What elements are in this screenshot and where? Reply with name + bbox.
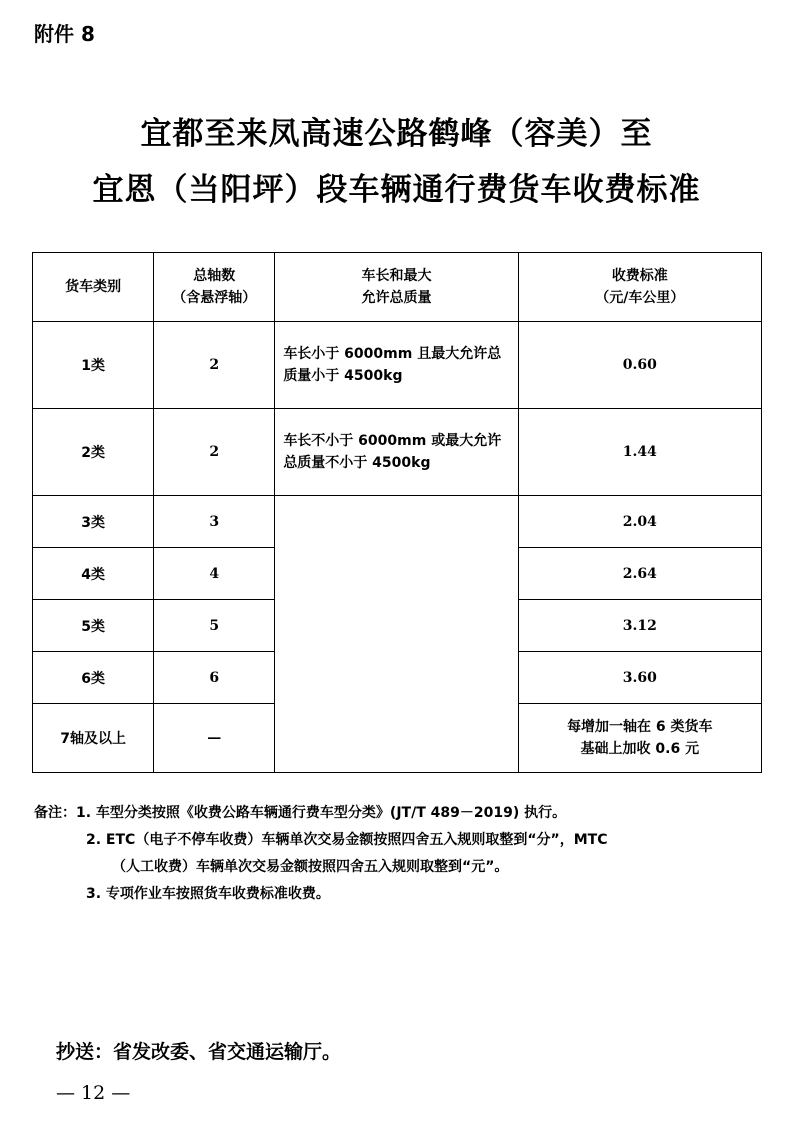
fee-cell: 2.04 [518,496,761,548]
note-3: 3. 专项作业车按照货车收费标准收费。 [86,886,330,902]
table-row [33,409,762,496]
class-cell: 7轴及以上 [33,704,154,773]
fee-table [32,252,762,773]
size-desc-cell: 车长小于 6000mm 且最大允许总质量小于 4500kg [275,322,518,409]
header-fee-line2: （元/车公里） [595,290,685,306]
header-axles-line2: （含悬浮轴） [172,290,257,306]
class-cell: 5类 [33,600,154,652]
page-number: — 12 — [56,1082,131,1104]
fee-note-line2: 基础上加收 0.6 元 [580,741,700,757]
attachment-label: 附件 8 [34,22,95,46]
class-cell: 3类 [33,496,154,548]
header-class [33,253,154,322]
axles-cell: 2 [154,409,275,496]
header-class-label: 货车类别 [65,279,122,295]
document-title-line2: 宜恩（当阳坪）段车辆通行费货车收费标准 [92,172,701,208]
axles-cell: 4 [154,548,275,600]
notes-section [34,800,769,908]
header-size-line1: 车长和最大 [361,268,432,284]
note-2-line2: （人工收费）车辆单次交易金额按照四舍五入规则取整到“元”。 [112,859,509,875]
note-1: 备注：1. 车型分类按照《收费公路车辆通行费车型分类》(JT/T 489－2019) 执行。 [34,805,567,821]
class-cell: 2类 [33,409,154,496]
axles-cell: 2 [154,322,275,409]
fee-cell: 3.60 [518,652,761,704]
fee-cell [518,704,761,773]
header-size-line2: 允许总质量 [361,290,432,306]
header-size [275,253,518,322]
fee-cell: 3.12 [518,600,761,652]
axles-cell: 6 [154,652,275,704]
fee-note-line1: 每增加一轴在 6 类货车 [567,719,713,735]
axles-cell: 3 [154,496,275,548]
size-desc-merged-cell [275,496,518,773]
cc-recipients: 抄送：省发改委、省交通运输厅。 [56,1041,342,1063]
class-cell: 4类 [33,548,154,600]
table-header-row [33,253,762,322]
document-title-line1: 宜都至来凤高速公路鹤峰（容美）至 [140,116,653,152]
fee-cell: 0.60 [518,322,761,409]
axles-cell: — [154,704,275,773]
table-row [33,496,762,548]
class-cell: 1类 [33,322,154,409]
class-cell: 6类 [33,652,154,704]
table-row [33,322,762,409]
fee-cell: 2.64 [518,548,761,600]
axles-cell: 5 [154,600,275,652]
size-desc-cell: 车长不小于 6000mm 或最大允许总质量不小于 4500kg [275,409,518,496]
header-axles-line1: 总轴数 [193,268,236,284]
fee-cell: 1.44 [518,409,761,496]
note-2-line1: 2. ETC（电子不停车收费）车辆单次交易金额按照四舍五入规则取整到“分”，MTC [86,832,608,848]
header-axles [154,253,275,322]
header-fee-line1: 收费标准 [611,268,668,284]
header-fee [518,253,761,322]
